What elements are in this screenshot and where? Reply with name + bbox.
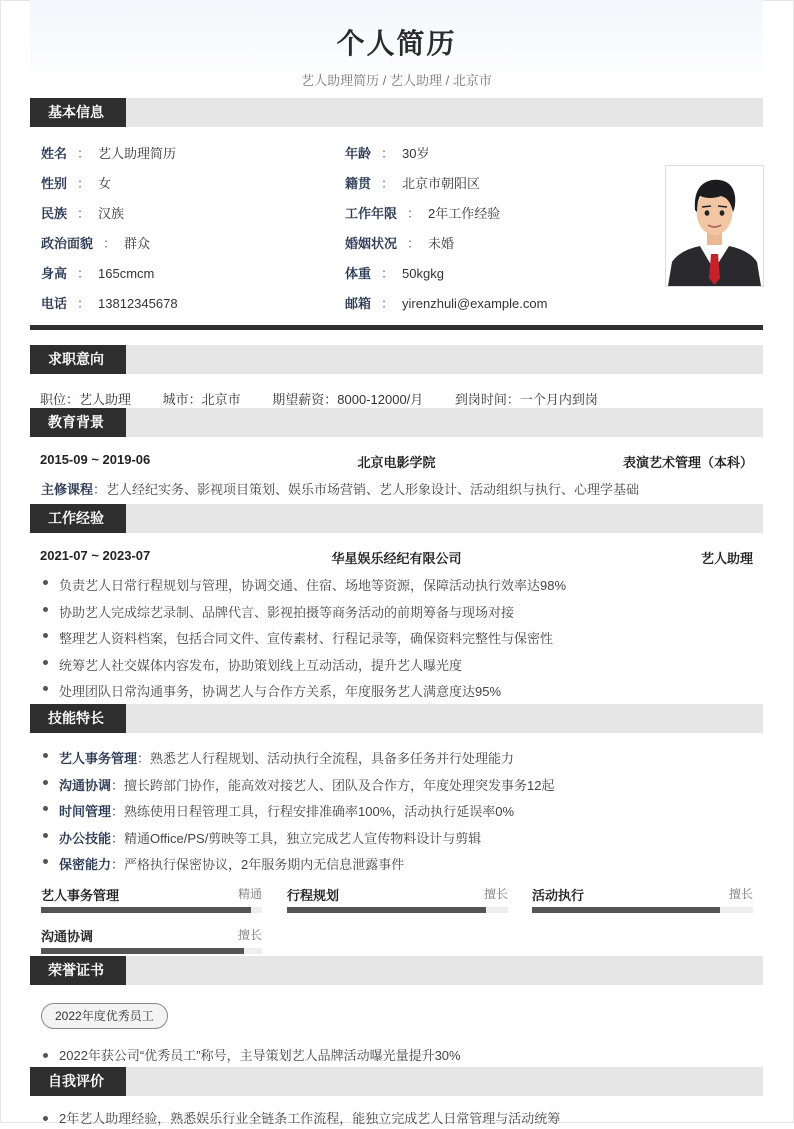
info-origin bbox=[345, 173, 480, 192]
section-skills bbox=[30, 704, 763, 733]
section-honors bbox=[30, 956, 763, 985]
info-label: 政治面貌 bbox=[41, 236, 94, 251]
info-value: 北京市朝阳区 bbox=[402, 176, 481, 191]
info-colon: ： bbox=[103, 236, 117, 251]
info-colon: ： bbox=[407, 206, 421, 221]
work-duties-list bbox=[40, 573, 566, 706]
list-item bbox=[40, 852, 554, 879]
skill-level-name: 艺人事务管理 bbox=[41, 888, 120, 903]
section-title-basic-info: 基本信息 bbox=[30, 98, 126, 127]
skills-list bbox=[40, 746, 554, 879]
courses-label: 主修课程 bbox=[41, 482, 94, 497]
education-courses bbox=[41, 479, 761, 498]
info-colon: ： bbox=[77, 206, 91, 221]
section-title-work: 工作经验 bbox=[30, 504, 126, 533]
info-value: 50kgkg bbox=[402, 266, 444, 281]
list-item: 2年艺人助理经验，熟悉娱乐行业全链条工作流程，能独立完成艺人日常管理与活动统筹 bbox=[40, 1109, 560, 1129]
info-value: 13812345678 bbox=[98, 296, 178, 311]
intent-position: 职位：艺人助理 bbox=[40, 392, 132, 407]
info-label: 身高 bbox=[41, 266, 68, 281]
info-colon: ： bbox=[381, 296, 395, 311]
education-period: 2015-09 ~ 2019-06 bbox=[40, 452, 151, 467]
skill-level-name: 沟通协调 bbox=[41, 929, 94, 944]
list-item bbox=[40, 799, 554, 826]
skill-label: 时间管理 bbox=[59, 804, 112, 819]
info-label: 婚姻状况 bbox=[345, 236, 398, 251]
skill-level-track bbox=[41, 948, 262, 954]
info-label: 年龄 bbox=[345, 146, 372, 161]
info-value: 30岁 bbox=[402, 146, 430, 161]
skill-level-name: 行程规划 bbox=[287, 888, 340, 903]
list-item: 负责艺人日常行程规划与管理，协调交通、住宿、场地等资源，保障活动执行效率达98% bbox=[40, 573, 566, 600]
info-value: 未婚 bbox=[428, 236, 455, 251]
info-work-years bbox=[345, 203, 500, 222]
section-basic-info bbox=[30, 98, 763, 127]
list-item: 统筹艺人社交媒体内容发布，协助策划线上互动活动，提升艺人曝光度 bbox=[40, 653, 566, 680]
info-marital bbox=[345, 233, 454, 252]
info-gender bbox=[41, 173, 111, 192]
info-weight bbox=[345, 263, 444, 282]
info-label: 性别 bbox=[41, 176, 68, 191]
skill-text: ：熟悉艺人行程规划、活动执行全流程，具备多任务并行处理能力 bbox=[137, 751, 515, 766]
list-item: 协助艺人完成综艺录制、品牌代言、影视拍摄等商务活动的前期筹备与现场对接 bbox=[40, 600, 566, 627]
skill-level-label: 擅长 bbox=[483, 887, 508, 901]
info-value: 2年工作经验 bbox=[428, 206, 501, 221]
info-label: 电话 bbox=[41, 296, 68, 311]
skill-text: ：精通Office/PS/剪映等工具，独立完成艺人宣传物料设计与剪辑 bbox=[111, 830, 482, 846]
intent-salary: 期望薪资：8000-12000/月 bbox=[272, 392, 424, 407]
skill-label: 保密能力 bbox=[59, 857, 112, 872]
info-ethnicity bbox=[41, 203, 124, 222]
education-row bbox=[40, 452, 753, 470]
list-item bbox=[40, 773, 554, 800]
info-value: 165cmcm bbox=[98, 266, 155, 281]
job-intent-row bbox=[40, 389, 626, 408]
info-colon: ： bbox=[77, 176, 91, 191]
info-colon: ： bbox=[77, 146, 91, 161]
skill-text: ：擅长跨部门协作，能高效对接艺人、团队及合作方，年度处理突发事务12起 bbox=[111, 777, 555, 793]
info-colon: ： bbox=[381, 146, 395, 161]
section-title-education: 教育背景 bbox=[30, 408, 126, 437]
education-major: 表演艺术管理（本科） bbox=[622, 455, 753, 470]
section-title-skills: 技能特长 bbox=[30, 704, 126, 733]
info-label: 民族 bbox=[41, 206, 68, 221]
education-school: 北京电影学院 bbox=[357, 455, 436, 470]
info-value: 艺人助理简历 bbox=[98, 146, 177, 161]
honors-list bbox=[40, 1046, 461, 1066]
honor-badge: 2022年度优秀员工 bbox=[41, 1003, 168, 1029]
section-job-intent bbox=[30, 345, 763, 374]
page-title: 个人简历 bbox=[336, 28, 457, 59]
skill-text: ：严格执行保密协议，2年服务期内无信息泄露事件 bbox=[111, 857, 405, 872]
section-work bbox=[30, 504, 763, 533]
intent-city: 城市：北京市 bbox=[162, 392, 241, 407]
info-name bbox=[41, 143, 176, 162]
courses-text: ：艺人经纪实务、影视项目策划、娱乐市场营销、艺人形象设计、活动组织与执行、心理学基础 bbox=[93, 482, 640, 497]
resume-header bbox=[30, 0, 763, 88]
section-title-job-intent: 求职意向 bbox=[30, 345, 126, 374]
info-label: 籍贯 bbox=[345, 176, 372, 191]
info-colon: ： bbox=[407, 236, 421, 251]
skill-level-track bbox=[532, 907, 753, 913]
info-colon: ： bbox=[77, 296, 91, 311]
info-political bbox=[41, 233, 150, 252]
list-item bbox=[40, 746, 554, 773]
skill-label: 办公技能 bbox=[59, 830, 112, 846]
page-subtitle: 艺人助理简历 / 艺人助理 / 北京市 bbox=[301, 73, 492, 88]
info-value: 群众 bbox=[124, 236, 151, 251]
skill-level-fill bbox=[532, 907, 720, 913]
info-colon: ： bbox=[77, 266, 91, 281]
self-evaluation-list bbox=[40, 1109, 560, 1129]
skill-level-label: 擅长 bbox=[237, 928, 262, 942]
info-value: 汉族 bbox=[98, 206, 125, 221]
info-value: 女 bbox=[98, 176, 112, 191]
info-label: 体重 bbox=[345, 266, 372, 281]
skill-level-label: 精通 bbox=[237, 887, 262, 901]
section-title-honors: 荣誉证书 bbox=[30, 956, 126, 985]
work-role: 艺人助理 bbox=[700, 551, 753, 566]
section-self-evaluation bbox=[30, 1067, 763, 1096]
skill-level-item bbox=[41, 885, 262, 917]
info-phone bbox=[41, 293, 178, 312]
skill-level-track bbox=[287, 907, 508, 913]
info-age bbox=[345, 143, 430, 162]
info-height bbox=[41, 263, 154, 282]
skill-level-fill bbox=[41, 948, 244, 954]
avatar-illustration bbox=[666, 166, 763, 286]
list-item: 处理团队日常沟通事务，协调艺人与合作方关系，年度服务艺人满意度达95% bbox=[40, 679, 566, 706]
info-colon: ： bbox=[381, 176, 395, 191]
skill-level-fill bbox=[287, 907, 486, 913]
skill-level-name: 活动执行 bbox=[532, 888, 585, 903]
work-company: 华星娱乐经纪有限公司 bbox=[331, 551, 462, 566]
list-item: 整理艺人资料档案，包括合同文件、宣传素材、行程记录等，确保资料完整性与保密性 bbox=[40, 626, 566, 653]
divider-bar bbox=[30, 325, 763, 330]
list-item bbox=[40, 826, 554, 853]
skill-level-label: 擅长 bbox=[728, 887, 753, 901]
profile-photo bbox=[665, 165, 764, 287]
intent-arrival: 到岗时间：一个月内到岗 bbox=[454, 392, 598, 407]
skill-level-item bbox=[41, 926, 262, 958]
info-label: 工作年限 bbox=[345, 206, 398, 221]
skill-level-track bbox=[41, 907, 262, 913]
skill-label: 艺人事务管理 bbox=[59, 751, 138, 766]
list-item: 2022年获公司“优秀员工”称号，主导策划艺人品牌活动曝光量提升30% bbox=[40, 1046, 461, 1066]
section-title-self-evaluation: 自我评价 bbox=[30, 1067, 126, 1096]
work-period: 2021-07 ~ 2023-07 bbox=[40, 548, 151, 563]
skill-label: 沟通协调 bbox=[59, 777, 112, 793]
skill-level-fill bbox=[41, 907, 251, 913]
skill-level-item bbox=[287, 885, 508, 917]
info-label: 邮箱 bbox=[345, 296, 372, 311]
work-row bbox=[40, 548, 753, 566]
info-label: 姓名 bbox=[41, 146, 68, 161]
info-value: yirenzhuli@example.com bbox=[402, 296, 548, 311]
skill-level-item bbox=[532, 885, 753, 917]
skill-text: ：熟练使用日程管理工具，行程安排准确率100%，活动执行延误率0% bbox=[111, 804, 515, 819]
info-email bbox=[345, 293, 547, 312]
info-colon: ： bbox=[381, 266, 395, 281]
section-education bbox=[30, 408, 763, 437]
